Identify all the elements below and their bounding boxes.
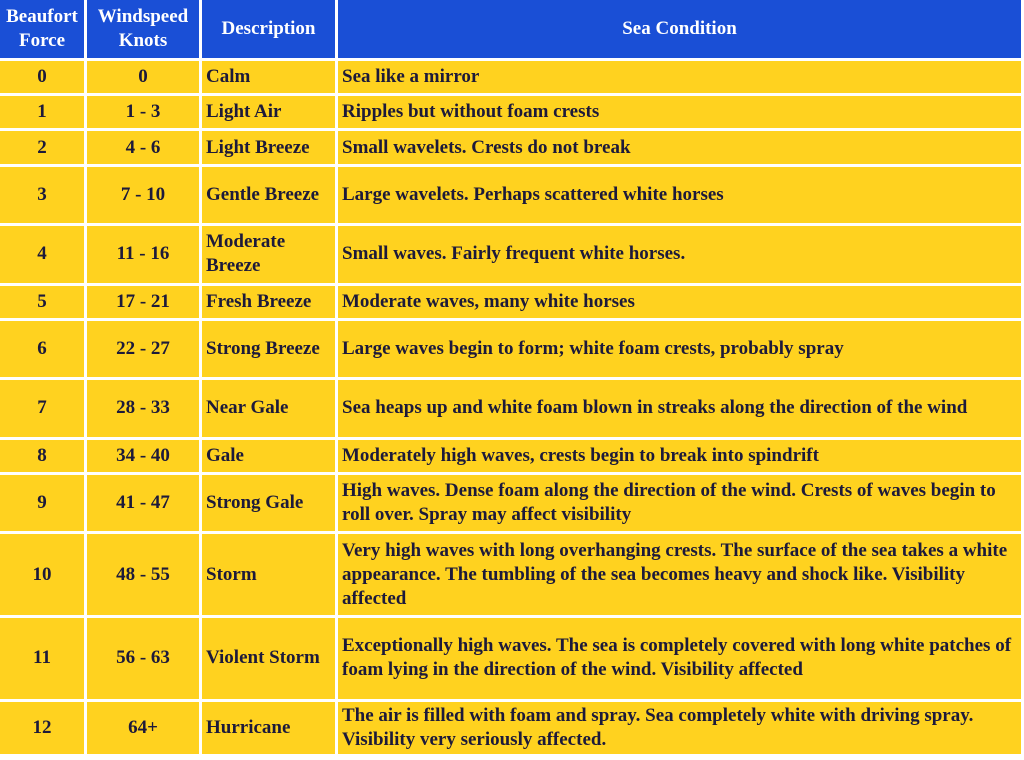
table-row [0,96,1021,128]
table-row [0,380,1021,436]
windspeed-cell: 11 - 16 [87,226,199,282]
table-row [0,440,1021,472]
windspeed-cell: 0 [87,61,199,93]
windspeed-cell: 4 - 6 [87,131,199,163]
table-row [0,226,1021,282]
windspeed-cell: 64+ [87,702,199,755]
force-cell: 4 [0,226,84,282]
table-row [0,131,1021,163]
description-cell: Storm [202,534,335,615]
description-cell: Light Air [202,96,335,128]
sea-condition-cell: High waves. Dense foam along the direction of the wind. Crests of waves begin to roll over. Spray may affect visibility [338,475,1021,531]
description-cell: Strong Gale [202,475,335,531]
sea-condition-cell: Small waves. Fairly frequent white horses. [338,226,1021,282]
description-cell: Strong Breeze [202,321,335,377]
description-cell: Gale [202,440,335,472]
windspeed-cell: 41 - 47 [87,475,199,531]
force-cell: 6 [0,321,84,377]
description-cell: Calm [202,61,335,93]
table-row [0,321,1021,377]
sea-condition-cell: Moderately high waves, crests begin to break into spindrift [338,440,1021,472]
force-cell: 5 [0,286,84,318]
windspeed-cell: 34 - 40 [87,440,199,472]
force-cell: 0 [0,61,84,93]
windspeed-cell: 28 - 33 [87,380,199,436]
windspeed-cell: 17 - 21 [87,286,199,318]
description-cell: Hurricane [202,702,335,755]
force-cell: 7 [0,380,84,436]
force-cell: 8 [0,440,84,472]
sea-condition-cell: Sea heaps up and white foam blown in streaks along the direction of the wind [338,380,1021,436]
sea-condition-cell: The air is filled with foam and spray. Sea completely white with driving spray. Visibility very seriously affected. [338,702,1021,755]
sea-condition-cell: Very high waves with long overhanging crests. The surface of the sea takes a white appearance. The tumbling of the sea becomes heavy and shock like. Visibility affected [338,534,1021,615]
sea-condition-cell: Moderate waves, many white horses [338,286,1021,318]
force-cell: 1 [0,96,84,128]
description-cell: Gentle Breeze [202,167,335,223]
windspeed-cell: 7 - 10 [87,167,199,223]
windspeed-cell: 48 - 55 [87,534,199,615]
description-cell: Violent Storm [202,618,335,699]
table-row [0,167,1021,223]
sea-condition-cell: Ripples but without foam crests [338,96,1021,128]
sea-condition-cell: Large wavelets. Perhaps scattered white horses [338,167,1021,223]
header-description: Description [202,0,335,58]
header-windspeed-knots: Windspeed Knots [87,0,199,58]
description-cell: Moderate Breeze [202,226,335,282]
force-cell: 11 [0,618,84,699]
table-row [0,702,1021,755]
table-row [0,475,1021,531]
force-cell: 9 [0,475,84,531]
header-row [0,0,1021,58]
force-cell: 2 [0,131,84,163]
table-row [0,534,1021,615]
header-beaufort-force: Beaufort Force [0,0,84,58]
description-cell: Light Breeze [202,131,335,163]
force-cell: 3 [0,167,84,223]
force-cell: 10 [0,534,84,615]
force-cell: 12 [0,702,84,755]
windspeed-cell: 1 - 3 [87,96,199,128]
table-row [0,61,1021,93]
sea-condition-cell: Sea like a mirror [338,61,1021,93]
windspeed-cell: 22 - 27 [87,321,199,377]
sea-condition-cell: Large waves begin to form; white foam crests, probably spray [338,321,1021,377]
windspeed-cell: 56 - 63 [87,618,199,699]
sea-condition-cell: Exceptionally high waves. The sea is completely covered with long white patches of foam lying in the direction of the wind. Visibility affected [338,618,1021,699]
table-row [0,618,1021,699]
description-cell: Fresh Breeze [202,286,335,318]
description-cell: Near Gale [202,380,335,436]
header-sea-condition: Sea Condition [338,0,1021,58]
table-row [0,286,1021,318]
sea-condition-cell: Small wavelets. Crests do not break [338,131,1021,163]
